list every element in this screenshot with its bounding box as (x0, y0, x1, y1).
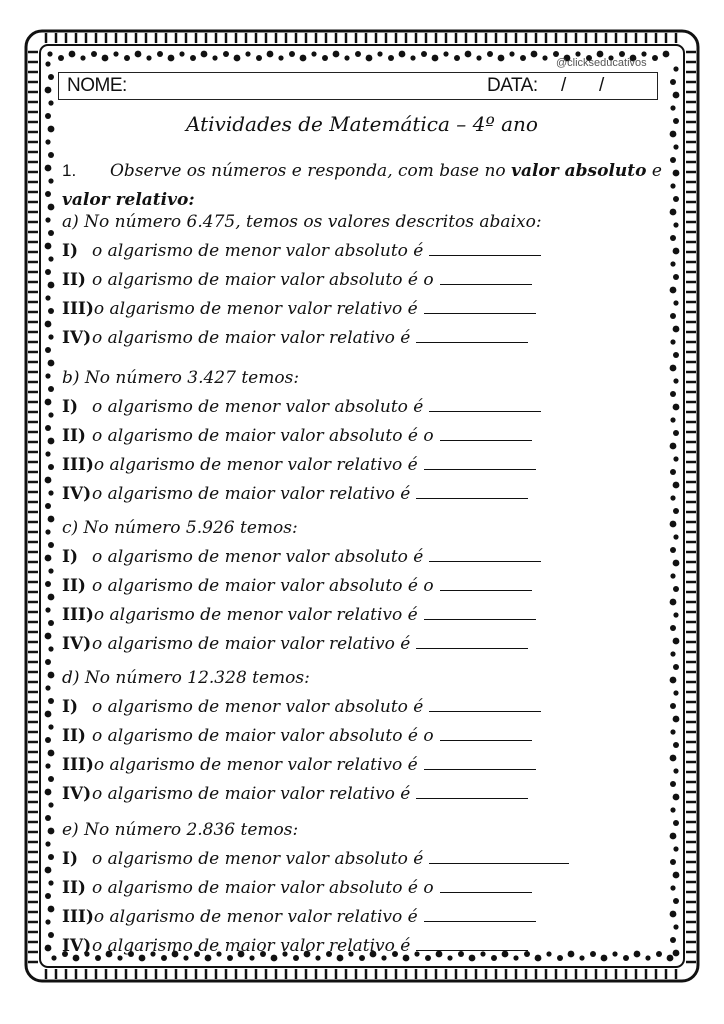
border-dot (673, 456, 678, 461)
border-dot (124, 55, 130, 61)
border-dot (670, 937, 676, 943)
border-dot (45, 217, 50, 222)
border-dot (45, 581, 51, 587)
border-dot (212, 55, 217, 60)
border-dot (69, 51, 76, 58)
border-dot (670, 729, 675, 734)
border-dot (45, 87, 52, 94)
border-dot (568, 951, 575, 958)
item-title: d) No número 12.328 temos: (62, 668, 310, 688)
answer-prompt: o algarismo de menor valor relativo é (93, 755, 418, 775)
answer-line (62, 784, 528, 804)
border-dot (410, 55, 415, 60)
border-dot (388, 55, 394, 61)
roman-numeral: III) (62, 455, 94, 475)
border-dot (673, 638, 680, 645)
border-dot (45, 321, 52, 328)
border-dot (673, 482, 680, 489)
answer-prompt: o algarismo de maior valor absoluto é o (92, 726, 434, 746)
border-dot (117, 955, 122, 960)
border-dot (45, 347, 51, 353)
roman-numeral: I) (62, 849, 78, 869)
border-dot (48, 776, 54, 782)
border-dot (670, 807, 675, 812)
border-dot (673, 586, 679, 592)
border-dot (249, 955, 254, 960)
border-dot (670, 677, 677, 684)
question-number: 1. (62, 161, 77, 180)
answer-prompt: o algarismo de menor valor absoluto é (92, 697, 424, 717)
border-dot (322, 55, 328, 61)
border-dot (513, 955, 518, 960)
answer-line (62, 328, 528, 348)
border-dot (670, 885, 675, 890)
answer-line (62, 697, 541, 717)
border-dot (45, 945, 52, 952)
roman-numeral: I) (62, 397, 78, 417)
border-dot (48, 74, 54, 80)
border-dot (289, 51, 295, 57)
border-dot (670, 469, 676, 475)
instruction-bold-relative: valor relativo: (62, 190, 195, 210)
answer-prompt: o algarismo de maior valor absoluto é o (92, 270, 434, 290)
answer-prompt: o algarismo de maior valor absoluto é o (92, 576, 434, 596)
border-dot (579, 955, 584, 960)
roman-numeral: I) (62, 697, 78, 717)
border-dot (673, 950, 680, 957)
border-dot (673, 664, 679, 670)
answer-prompt: o algarismo de menor valor absoluto é (92, 241, 424, 261)
border-dot (443, 51, 448, 56)
border-dot (673, 872, 680, 879)
date-separator-2: / (599, 75, 604, 96)
border-dot (454, 55, 460, 61)
item-title: a) No número 6.475, temos os valores descritos abaixo: (62, 212, 542, 232)
answer-blank[interactable] (429, 849, 569, 864)
border-dot (670, 105, 675, 110)
border-dot (520, 55, 526, 61)
answer-prompt: o algarismo de maior valor absoluto é o (92, 878, 434, 898)
instruction-text-mid: e (646, 161, 662, 181)
border-dot (670, 651, 675, 656)
border-dot (45, 893, 51, 899)
border-dot (652, 55, 658, 61)
border-dot (670, 833, 677, 840)
border-dot (673, 690, 678, 695)
answer-blank[interactable] (440, 270, 532, 285)
border-dot (673, 560, 680, 567)
answer-blank[interactable] (416, 936, 528, 951)
answer-prompt: o algarismo de menor valor absoluto é (92, 547, 424, 567)
border-dot (670, 859, 676, 865)
border-dot (157, 51, 163, 57)
border-dot (381, 955, 386, 960)
border-dot (673, 326, 680, 333)
border-dot (447, 955, 452, 960)
border-dot (673, 742, 679, 748)
border-dot (673, 924, 678, 929)
answer-line (62, 755, 536, 775)
border-dot (234, 55, 241, 62)
border-dot (45, 373, 50, 378)
border-dot (245, 51, 250, 56)
border-dot (315, 955, 320, 960)
border-dot (179, 51, 184, 56)
border-dot (48, 516, 55, 523)
border-dot (355, 51, 361, 57)
answer-prompt: o algarismo de maior valor absoluto é o (92, 426, 434, 446)
border-dot (45, 243, 52, 250)
name-date-box (58, 72, 658, 100)
border-dot (670, 417, 675, 422)
answer-line (62, 299, 536, 319)
roman-numeral: II) (62, 878, 86, 898)
border-dot (612, 951, 617, 956)
border-dot (670, 755, 677, 762)
border-dot (673, 404, 680, 411)
date-label: DATA: (487, 75, 538, 96)
answer-blank[interactable] (429, 241, 541, 256)
border-dot (45, 165, 52, 172)
border-dot (673, 898, 679, 904)
border-dot (91, 51, 97, 57)
border-dot (673, 716, 680, 723)
answer-line (62, 878, 532, 898)
border-dot (45, 399, 52, 406)
border-dot (48, 646, 53, 651)
border-dot (673, 612, 678, 617)
page-title: Atividades de Matemática – 4º ano (186, 112, 538, 136)
border-dot (183, 955, 188, 960)
answer-prompt: o algarismo de menor valor relativo é (93, 907, 418, 927)
border-dot (48, 750, 55, 757)
border-dot (48, 178, 53, 183)
border-dot (645, 955, 650, 960)
answer-blank[interactable] (429, 397, 541, 412)
border-dot (487, 51, 493, 57)
border-dot (45, 841, 50, 846)
border-dot (399, 51, 406, 58)
border-dot (465, 51, 472, 58)
border-dot (223, 51, 229, 57)
border-dot (45, 61, 50, 66)
border-dot (670, 391, 676, 397)
border-dot (48, 698, 54, 704)
border-dot (45, 659, 51, 665)
border-dot (45, 815, 51, 821)
roman-numeral: III) (62, 299, 94, 319)
border-dot (45, 763, 50, 768)
border-dot (673, 274, 679, 280)
border-dot (48, 490, 53, 495)
border-dot (48, 412, 53, 417)
answer-line (62, 241, 541, 261)
border-dot (278, 55, 283, 60)
border-dot (663, 51, 670, 58)
border-dot (673, 430, 679, 436)
answer-prompt: o algarismo de maior valor relativo é (92, 936, 411, 956)
border-dot (673, 378, 678, 383)
border-dot (670, 313, 676, 319)
border-dot (670, 235, 676, 241)
border-dot (673, 534, 678, 539)
border-dot (673, 768, 678, 773)
border-dot (47, 51, 52, 56)
border-dot (45, 737, 51, 743)
border-dot (48, 100, 53, 105)
border-dot (673, 508, 679, 514)
question-instruction (62, 156, 682, 215)
border-dot (48, 828, 55, 835)
border-dot (45, 425, 51, 431)
border-dot (45, 295, 50, 300)
border-dot (45, 607, 50, 612)
answer-blank[interactable] (424, 755, 536, 770)
answer-line (62, 270, 532, 290)
border-dot (45, 529, 50, 534)
border-dot (256, 55, 262, 61)
border-dot (45, 555, 52, 562)
border-dot (476, 55, 481, 60)
border-dot (48, 906, 55, 913)
border-dot (656, 951, 662, 957)
border-dot (48, 568, 53, 573)
border-dot (48, 152, 54, 158)
answer-blank[interactable] (424, 299, 536, 314)
border-dot (48, 308, 54, 314)
border-dot (45, 919, 50, 924)
border-dot (48, 464, 54, 470)
answer-blank[interactable] (429, 697, 541, 712)
border-dot (377, 51, 382, 56)
border-dot (48, 854, 54, 860)
border-dot (48, 386, 54, 392)
border-dot (546, 951, 551, 956)
answer-blank[interactable] (416, 634, 528, 649)
answer-blank[interactable] (429, 547, 541, 562)
border-dot (45, 867, 52, 874)
border-dot (673, 820, 679, 826)
roman-numeral: IV) (62, 634, 92, 654)
roman-numeral: III) (62, 755, 94, 775)
border-dot (45, 711, 52, 718)
border-dot (102, 55, 109, 62)
roman-numeral: II) (62, 576, 86, 596)
border-dot (670, 495, 675, 500)
border-dot (113, 51, 118, 56)
border-dot (670, 599, 677, 606)
border-dot (48, 724, 53, 729)
roman-numeral: III) (62, 907, 94, 927)
border-dot (45, 477, 52, 484)
border-dot (670, 625, 676, 631)
border-dot (45, 269, 51, 275)
border-dot (670, 911, 677, 918)
border-dot (45, 685, 50, 690)
answer-line (62, 907, 536, 927)
border-dot (344, 55, 349, 60)
border-dot (670, 703, 676, 709)
border-dot (670, 365, 677, 372)
item-title: e) No número 2.836 temos: (62, 820, 299, 840)
roman-numeral: IV) (62, 936, 92, 956)
answer-blank[interactable] (440, 426, 532, 441)
answer-line (62, 605, 536, 625)
border-dot (634, 951, 641, 958)
border-dot (48, 282, 55, 289)
border-dot (48, 594, 55, 601)
border-dot (45, 503, 51, 509)
answer-blank[interactable] (416, 784, 528, 799)
border-dot (590, 951, 596, 957)
border-dot (45, 789, 52, 796)
border-dot (48, 880, 53, 885)
border-dot (311, 51, 316, 56)
roman-numeral: IV) (62, 484, 92, 504)
border-dot (673, 66, 678, 71)
border-dot (673, 144, 678, 149)
border-dot (623, 955, 629, 961)
border-dot (432, 55, 439, 62)
border-dot (135, 51, 142, 58)
border-dot (575, 51, 580, 56)
border-dot (670, 547, 676, 553)
answer-blank[interactable] (440, 726, 532, 741)
border-dot (48, 932, 54, 938)
roman-numeral: I) (62, 547, 78, 567)
date-separator-1: / (561, 75, 566, 96)
border-dot (146, 55, 151, 60)
border-dot (670, 261, 675, 266)
roman-numeral: I) (62, 241, 78, 261)
border-dot (673, 846, 678, 851)
roman-numeral: II) (62, 426, 86, 446)
border-dot (531, 51, 538, 58)
answer-line (62, 634, 528, 654)
border-dot (48, 334, 53, 339)
border-dot (300, 55, 307, 62)
instruction-bold-absolute: valor absoluto (511, 161, 647, 181)
border-dot (48, 672, 55, 679)
border-dot (670, 339, 675, 344)
roman-numeral: III) (62, 605, 94, 625)
border-dot (673, 300, 678, 305)
answer-prompt: o algarismo de maior valor relativo é (92, 328, 411, 348)
border-dot (48, 256, 53, 261)
border-dot (542, 55, 547, 60)
answer-prompt: o algarismo de maior valor relativo é (92, 634, 411, 654)
border-dot (48, 620, 54, 626)
answer-blank[interactable] (424, 455, 536, 470)
roman-numeral: IV) (62, 328, 92, 348)
border-dot (190, 55, 196, 61)
border-dot (601, 955, 608, 962)
border-dot (45, 633, 52, 640)
answer-prompt: o algarismo de menor valor absoluto é (92, 397, 424, 417)
border-dot (498, 55, 505, 62)
border-dot (201, 51, 208, 58)
answer-line (62, 426, 532, 446)
roman-numeral: II) (62, 270, 86, 290)
answer-blank[interactable] (416, 484, 528, 499)
answer-blank[interactable] (424, 605, 536, 620)
answer-line (62, 726, 532, 746)
border-dot (673, 352, 679, 358)
answer-prompt: o algarismo de maior valor relativo é (92, 484, 411, 504)
border-dot (673, 794, 680, 801)
instruction-text-start: Observe os números e responda, com base no (110, 161, 512, 181)
border-dot (48, 438, 55, 445)
border-dot (557, 955, 563, 961)
border-dot (48, 230, 54, 236)
answer-prompt: o algarismo de menor valor relativo é (93, 299, 418, 319)
border-dot (48, 802, 53, 807)
answer-line (62, 849, 569, 869)
border-dot (48, 542, 54, 548)
answer-line (62, 397, 541, 417)
answer-prompt: o algarismo de maior valor relativo é (92, 784, 411, 804)
answer-blank[interactable] (440, 576, 532, 591)
border-dot (535, 955, 542, 962)
border-dot (673, 222, 678, 227)
answer-blank[interactable] (440, 878, 532, 893)
border-dot (670, 287, 677, 294)
credit-handle: @clickseducativos (556, 57, 647, 69)
answer-prompt: o algarismo de menor valor absoluto é (92, 849, 424, 869)
border-dot (670, 443, 677, 450)
border-dot (80, 55, 85, 60)
answer-line (62, 547, 541, 567)
border-dot (51, 955, 56, 960)
border-dot (670, 573, 675, 578)
border-dot (670, 521, 677, 528)
answer-prompt: o algarismo de menor valor relativo é (93, 455, 418, 475)
border-dot (45, 191, 51, 197)
border-dot (45, 451, 50, 456)
border-dot (45, 139, 50, 144)
border-dot (267, 51, 274, 58)
border-dot (48, 360, 55, 367)
border-dot (421, 51, 427, 57)
answer-line (62, 455, 536, 475)
border-dot (366, 55, 373, 62)
item-title: b) No número 3.427 temos: (62, 368, 300, 388)
border-dot (333, 51, 340, 58)
item-title: c) No número 5.926 temos: (62, 518, 298, 538)
border-dot (673, 248, 680, 255)
border-dot (673, 92, 680, 99)
border-dot (509, 51, 514, 56)
answer-prompt: o algarismo de menor valor relativo é (93, 605, 418, 625)
border-dot (48, 204, 55, 211)
border-dot (58, 55, 64, 61)
border-dot (670, 781, 676, 787)
border-dot (168, 55, 175, 62)
name-label: NOME: (67, 75, 127, 96)
border-dot (670, 79, 676, 85)
answer-line (62, 936, 528, 956)
answer-blank[interactable] (416, 328, 528, 343)
border-dot (641, 51, 646, 56)
border-dot (667, 955, 674, 962)
answer-line (62, 576, 532, 596)
answer-line (62, 484, 528, 504)
roman-numeral: II) (62, 726, 86, 746)
roman-numeral: IV) (62, 784, 92, 804)
answer-blank[interactable] (424, 907, 536, 922)
